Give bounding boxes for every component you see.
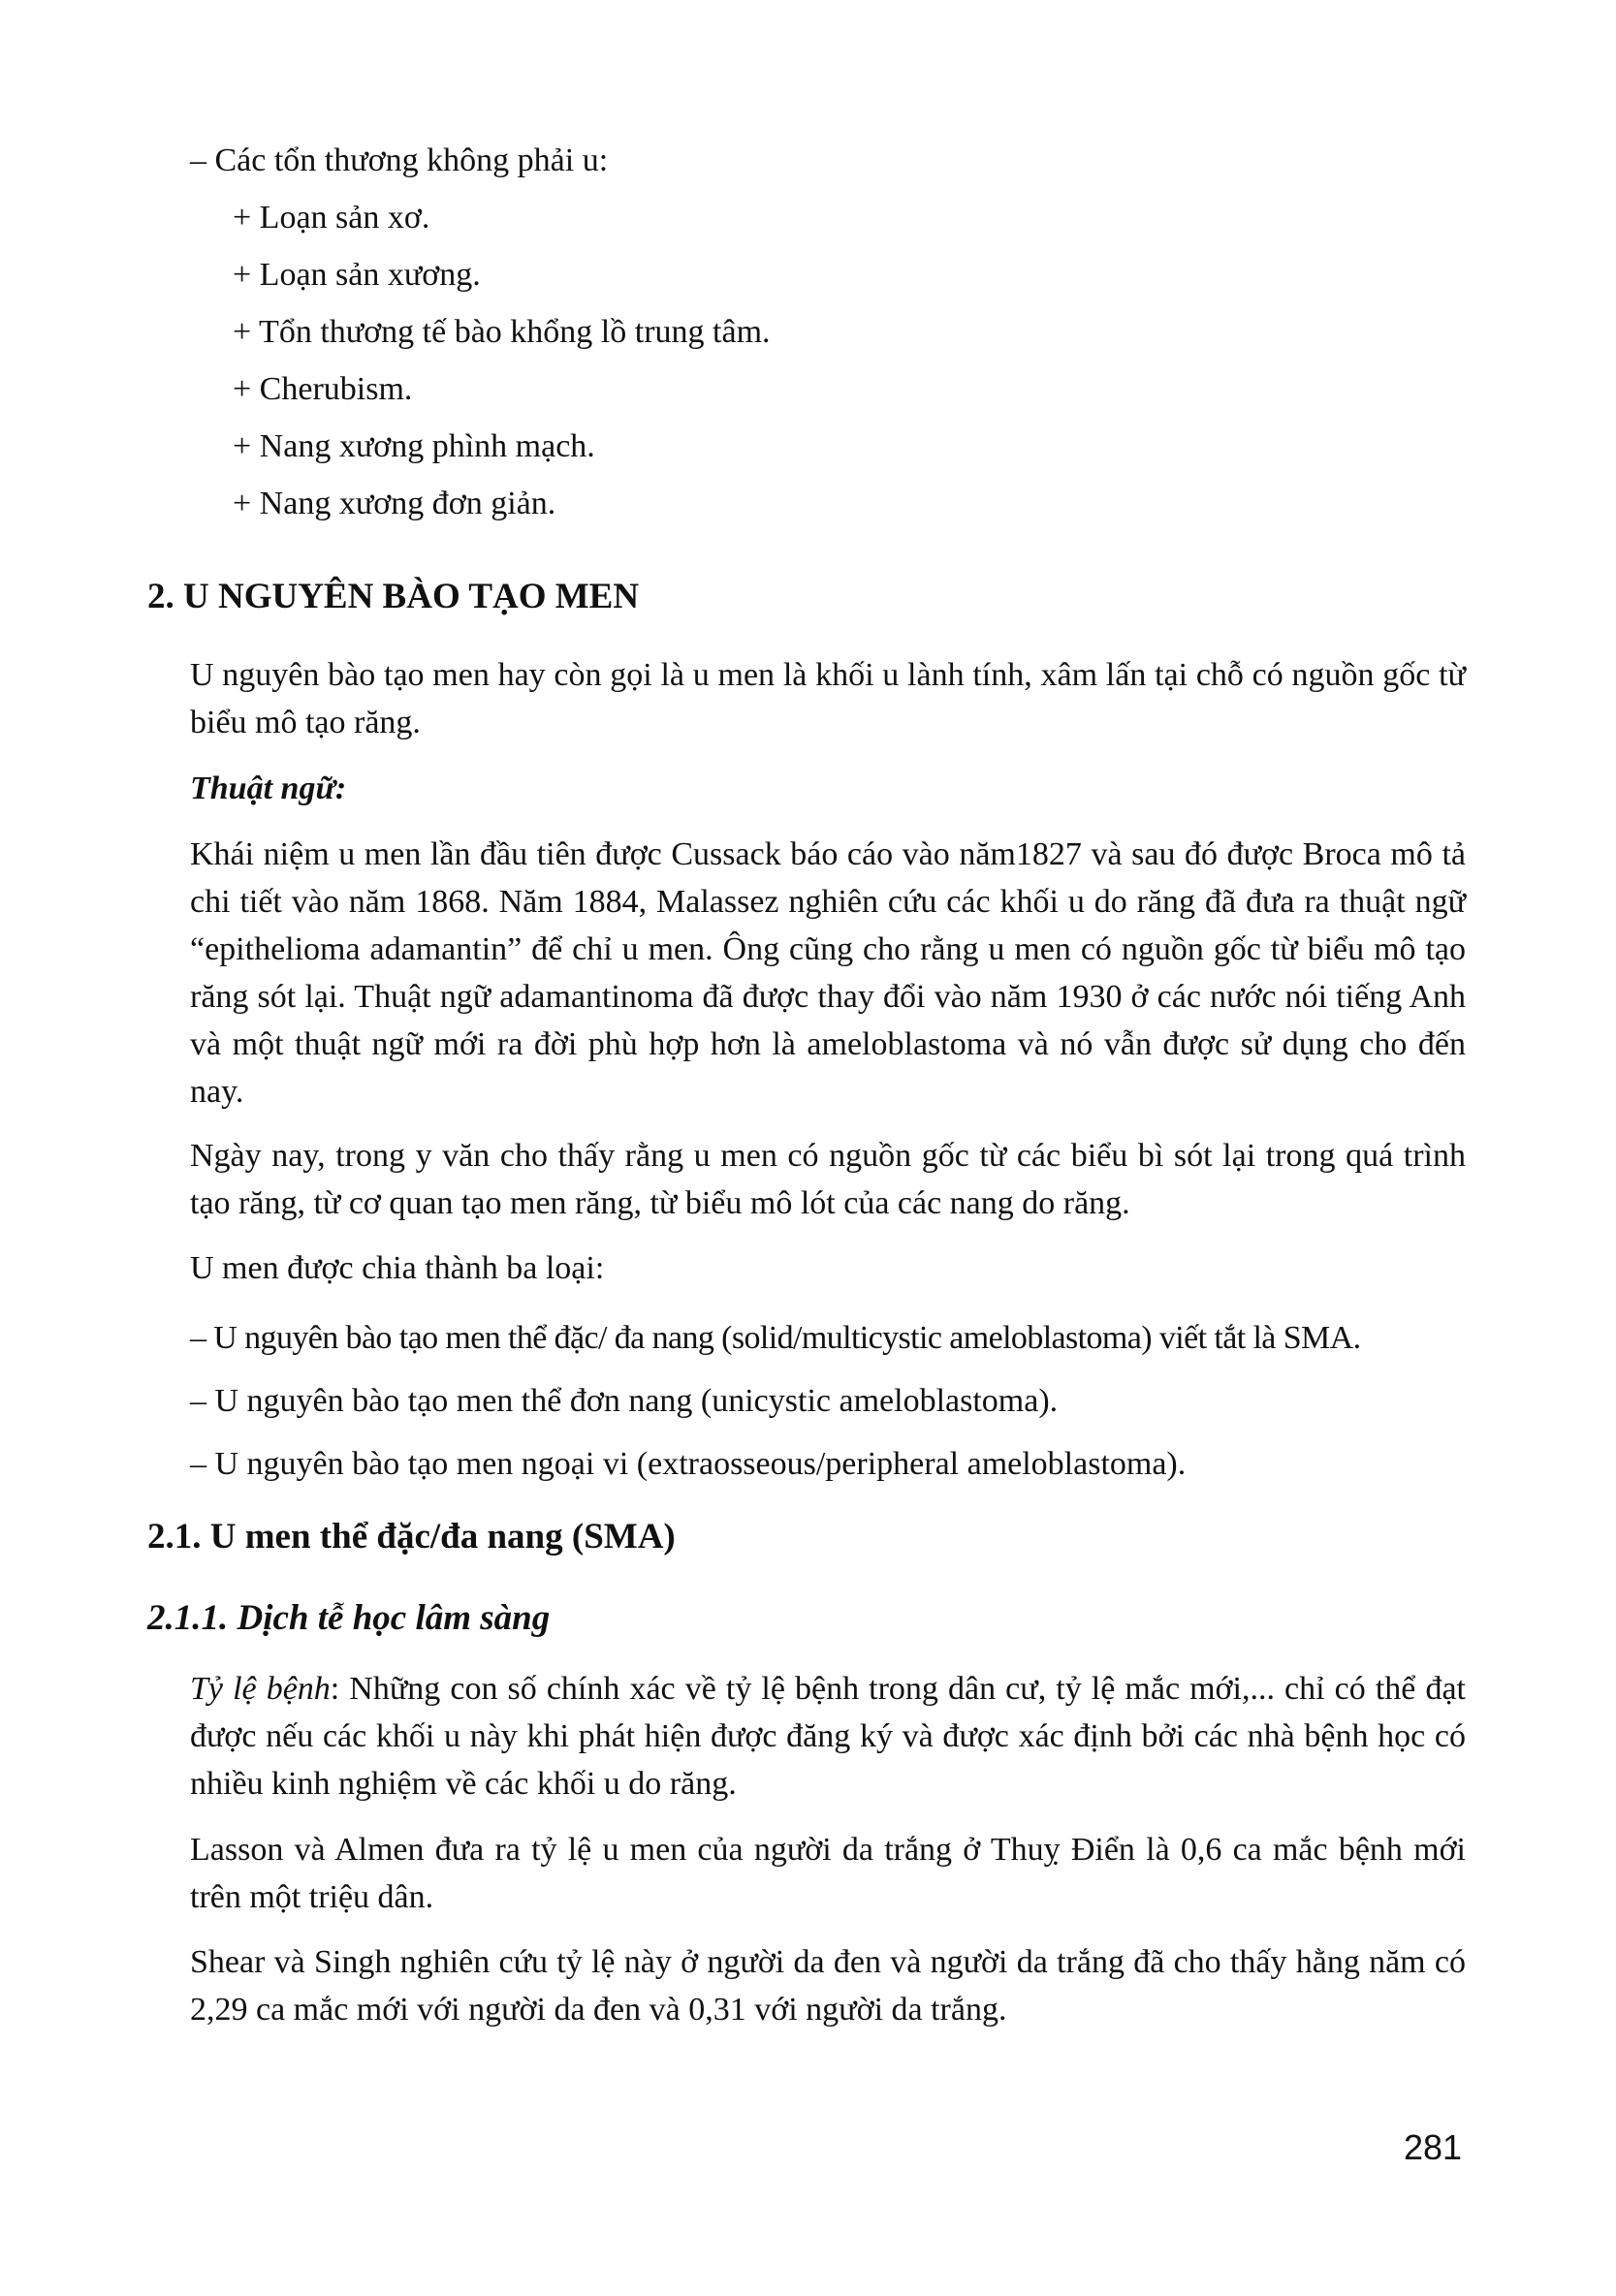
paragraph-shear-singh: Shear và Singh nghiên cứu tỷ lệ này ở người da đen và người da trắng đã cho thấy hằng năm có 2,29 ca mắc mới với người da đen và 0,31 với người da trắng. bbox=[190, 1944, 1466, 2028]
list-item: + Tổn thương tế bào khổng lồ trung tâm. bbox=[233, 314, 771, 350]
term-label: Thuật ngữ: bbox=[190, 771, 347, 806]
list-item: + Cherubism. bbox=[233, 371, 413, 407]
list-item: + Nang xương phình mạch. bbox=[233, 428, 595, 464]
list-item: – U nguyên bào tạo men ngoại vi (extraosseous/peripheral ameloblastoma). bbox=[190, 1446, 1187, 1482]
list-item: + Nang xương đơn giản. bbox=[233, 486, 556, 521]
paragraph-terminology: Khái niệm u men lần đầu tiên được Cussack báo cáo vào năm1827 và sau đó được Broca mô tả chi tiết vào năm 1868. Năm 1884, Malassez nghiên cứu các khối u do răng đã đưa ra thuật ngữ “epithelioma adamantin” để chỉ u men. Ông cũng cho rằng u men có nguồn gốc từ biểu mô tạo răng sót lại. Thuật ngữ adamantinoma đã được thay đổi vào năm 1930 ở các nước nói tiếng Anh và một thuật ngữ mới ra đời phù hợp hơn là ameloblastoma và nó vẫn được sử dụng cho đến nay. bbox=[190, 836, 1466, 1110]
nontumor-intro: – Các tổn thương không phải u: bbox=[190, 142, 609, 178]
rate-text: : Những con số chính xác về tỷ lệ bệnh trong dân cư, tỷ lệ mắc mới,... chỉ có thể đạt được nếu các khối u này khi phát hiện được đăng ký và được xác định bởi các nhà bệnh học có nhiều kinh nghiệm về các khối u do răng. bbox=[190, 1671, 1466, 1802]
rate-label: Tỷ lệ bệnh bbox=[190, 1671, 331, 1707]
list-item: + Loạn sản xương. bbox=[233, 257, 481, 293]
paragraph-definition: U nguyên bào tạo men hay còn gọi là u men là khối u lành tính, xâm lấn tại chỗ có nguồn gốc từ biểu mô tạo răng. bbox=[190, 657, 1466, 740]
list-item: – U nguyên bào tạo men thể đặc/ đa nang (solid/multicystic ameloblastoma) viết tắt là SMA. bbox=[190, 1320, 1361, 1356]
list-item: – U nguyên bào tạo men thể đơn nang (unicystic ameloblastoma). bbox=[190, 1383, 1059, 1419]
list-item: + Loạn sản xơ. bbox=[233, 200, 430, 236]
page-number: 281 bbox=[1404, 2127, 1463, 2167]
paragraph-sweden: Lasson và Almen đưa ra tỷ lệ u men của người da trắng ở Thuỵ Điển là 0,6 ca mắc bệnh mới trên một triệu dân. bbox=[190, 1832, 1466, 1915]
paragraph-types-intro: U men được chia thành ba loại: bbox=[190, 1250, 605, 1286]
section-heading: 2. U NGUYÊN BÀO TẠO MEN bbox=[147, 577, 640, 616]
subsection-heading: 2.1. U men thể đặc/đa nang (SMA) bbox=[147, 1517, 676, 1557]
paragraph-incidence bbox=[190, 1665, 1466, 1808]
subsubsection-heading: 2.1.1. Dịch tễ học lâm sàng bbox=[147, 1598, 551, 1638]
paragraph-origin: Ngày nay, trong y văn cho thấy rằng u men có nguồn gốc từ các biểu bì sót lại trong quá trình tạo răng, từ cơ quan tạo men răng, từ biểu mô lót của các nang do răng. bbox=[190, 1138, 1466, 1221]
